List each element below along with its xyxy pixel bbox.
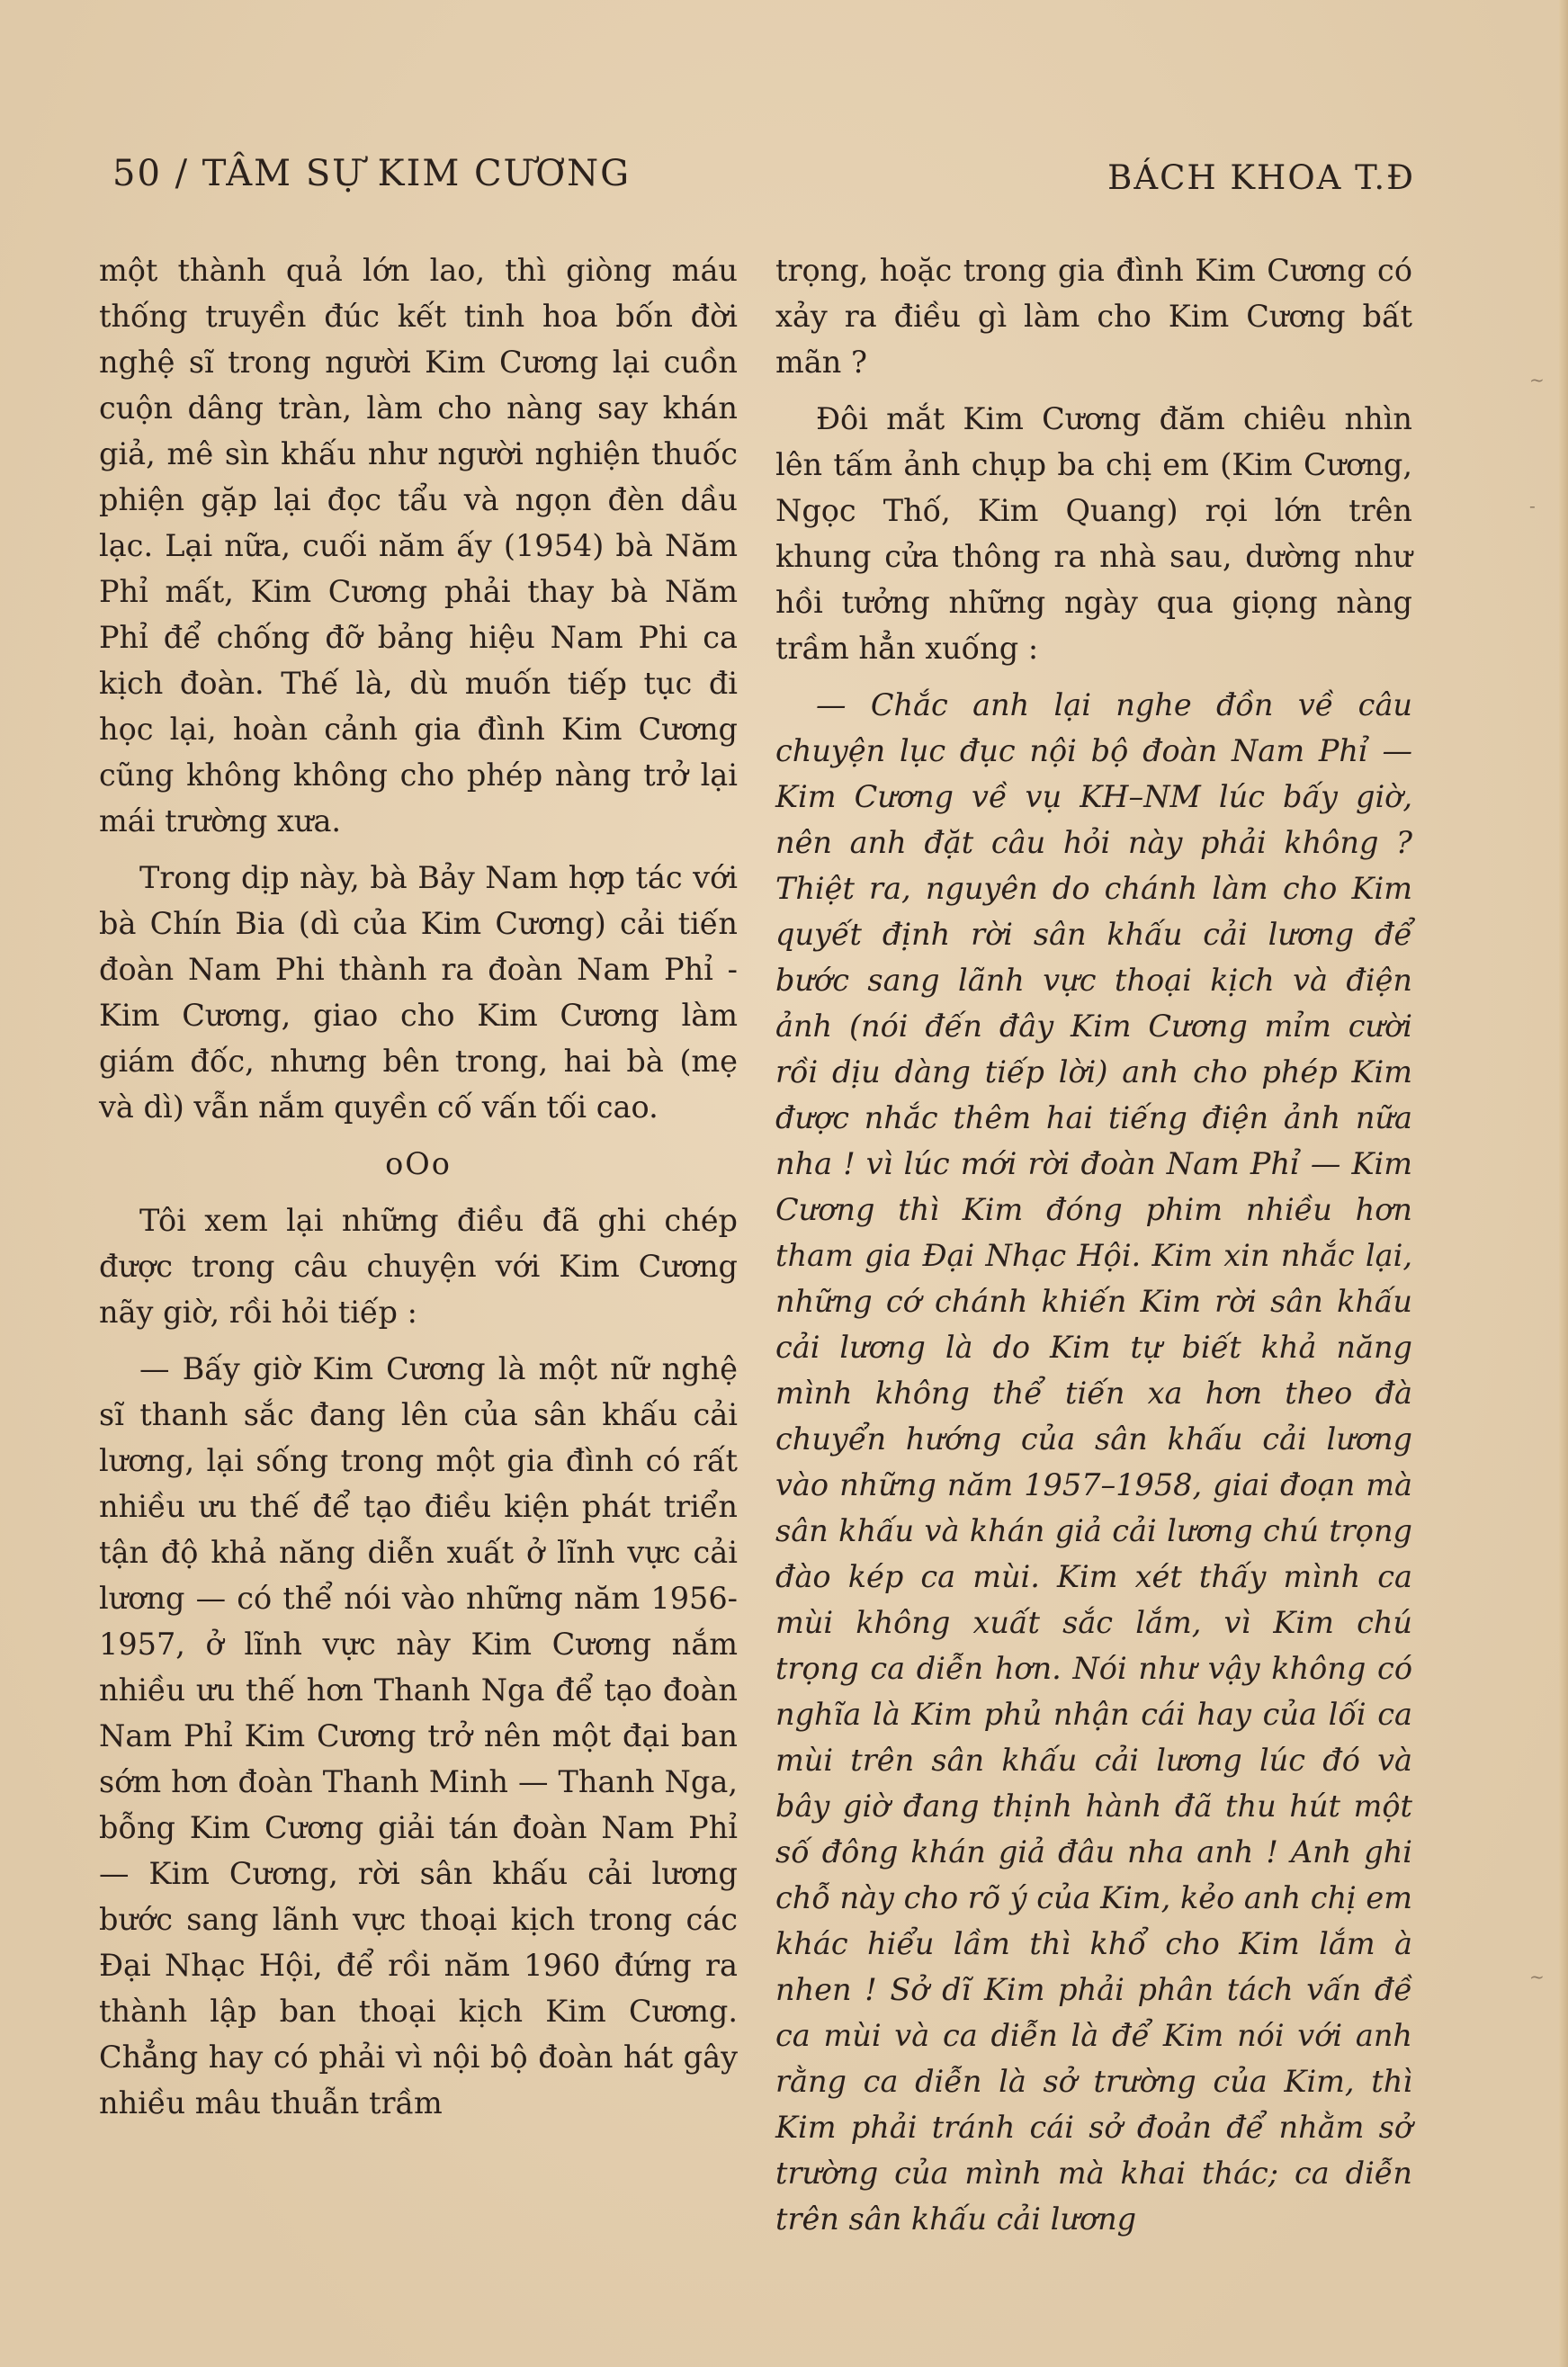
paragraph: một thành quả lớn lao, thì giòng máu thống truyền đúc kết tinh hoa bốn đời nghệ sĩ trong người Kim Cương lại cuồn cuộn dâng tràn, làm cho nàng say khán giả, mê sìn khấu như người nghiện thuốc phiện gặp lại đọc tẩu và ngọn đèn dầu lạc. Lại nữa, cuối năm ấy (1954) bà Năm Phỉ mất, Kim Cương phải thay bà Năm Phỉ để chống đỡ bảng hiệu Nam Phi ca kịch đoàn. Thế là, dù muốn tiếp tục đi học lại, hoàn cảnh gia đình Kim Cương cũng không không cho phép nàng trở lại mái trường xưa. <box>99 253 738 838</box>
margin-mark: ~ <box>1529 369 1545 390</box>
section-separator: oOo <box>385 1146 452 1181</box>
paragraph: Tôi xem lại những điều đã ghi chép được trong câu chuyện với Kim Cương nãy giờ, rồi hỏi tiếp : <box>99 1203 738 1330</box>
page-header <box>112 153 1415 207</box>
paragraph: — Bấy giờ Kim Cương là một nữ nghệ sĩ thanh sắc đang lên của sân khấu cải lương, lại sống trong một gia đình có rất nhiều ưu thế để tạo điều kiện phát triển tận độ khả năng diễn xuất ở lĩnh vực cải lương — có thể nói vào những năm 1956-1957, ở lĩnh vực này Kim Cương nắm nhiều ưu thế hơn Thanh Nga để tạo đoàn Nam Phỉ Kim Cương trở nên một đại ban sớm hơn đoàn Thanh Minh — Thanh Nga, bỗng Kim Cương giải tán đoàn Nam Phỉ — Kim Cương, rời sân khấu cải lương bước sang lãnh vực thoại kịch trong các Đại Nhạc Hội, để rồi năm 1960 đứng ra thành lập ban thoại kịch Kim Cương. Chẳng hay có phải vì nội bộ đoàn hát gây nhiều mâu thuẫn trầm <box>99 1351 738 2120</box>
page-edge <box>1559 0 1568 2367</box>
quoted-paragraph: — Chắc anh lại nghe đồn về câu chuyện lục đục nội bộ đoàn Nam Phỉ — Kim Cương về vụ KH–NM lúc bấy giờ, nên anh đặt câu hỏi này phải không ? Thiệt ra, nguyên do chánh làm cho Kim quyết định rời sân khấu cải lương để bước sang lãnh vực thoại kịch và điện ảnh (nói đến đây Kim Cương mỉm cười rồi dịu dàng tiếp lời) anh cho phép Kim được nhắc thêm hai tiếng điện ảnh nữa nha ! vì lúc mới rời đoàn Nam Phỉ — Kim Cương thì Kim đóng phim nhiều hơn tham gia Đại Nhạc Hội. Kim xin nhắc lại, những cớ chánh khiến Kim rời sân khấu cải lương là do Kim tự biết khả năng mình không thể tiến xa hơn theo đà chuyển hướng của sân khấu cải lương vào những năm 1957–1958, giai đoạn mà sân khấu và khán giả cải lương chú trọng đào kép ca mùi. Kim xét thấy mình ca mùi không xuất sắc lắm, vì Kim chú trọng ca diễn hơn. Nói như vậy không có nghĩa là Kim phủ nhận cái hay của lối ca mùi trên sân khấu cải lương lúc đó và bây giờ đang thịnh hành đã thu hút một số đông khán giả đâu nha anh ! Anh ghi chỗ này cho rõ ý của Kim, kẻo anh chị em khác hiểu lầm thì khổ cho Kim lắm à nhen ! Sở dĩ Kim phải phân tách vấn đề ca mùi và ca diễn là để Kim nói với anh rằng ca diễn là sở trường của Kim, thì Kim phải tránh cái sở đoản để nhằm sở trường của mình mà khai thác; ca diễn trên sân khấu cải lương <box>775 687 1412 2237</box>
running-title: 50 / TÂM SỰ KIM CƯƠNG <box>112 153 632 194</box>
paragraph: trọng, hoặc trong gia đình Kim Cương có xảy ra điều gì làm cho Kim Cương bất mãn ? <box>775 253 1412 380</box>
right-column <box>775 247 1412 2253</box>
publication-name: BÁCH KHOA T.Đ <box>1107 158 1415 197</box>
margin-mark: - <box>1529 495 1536 516</box>
paragraph: Trong dịp này, bà Bảy Nam hợp tác với bà Chín Bia (dì của Kim Cương) cải tiến đoàn Nam Phi thành ra đoàn Nam Phỉ - Kim Cương, giao cho Kim Cương làm giám đốc, nhưng bên trong, hai bà (mẹ và dì) vẫn nắm quyền cố vấn tối cao. <box>99 860 738 1125</box>
margin-mark: ~ <box>1529 1966 1545 1987</box>
left-column <box>99 247 738 2137</box>
paragraph: Đôi mắt Kim Cương đăm chiêu nhìn lên tấm ảnh chụp ba chị em (Kim Cương, Ngọc Thố, Kim Quang) rọi lớn trên khung cửa thông ra nhà sau, dường như hồi tưởng những ngày qua giọng nàng trầm hẳn xuống : <box>775 401 1412 666</box>
